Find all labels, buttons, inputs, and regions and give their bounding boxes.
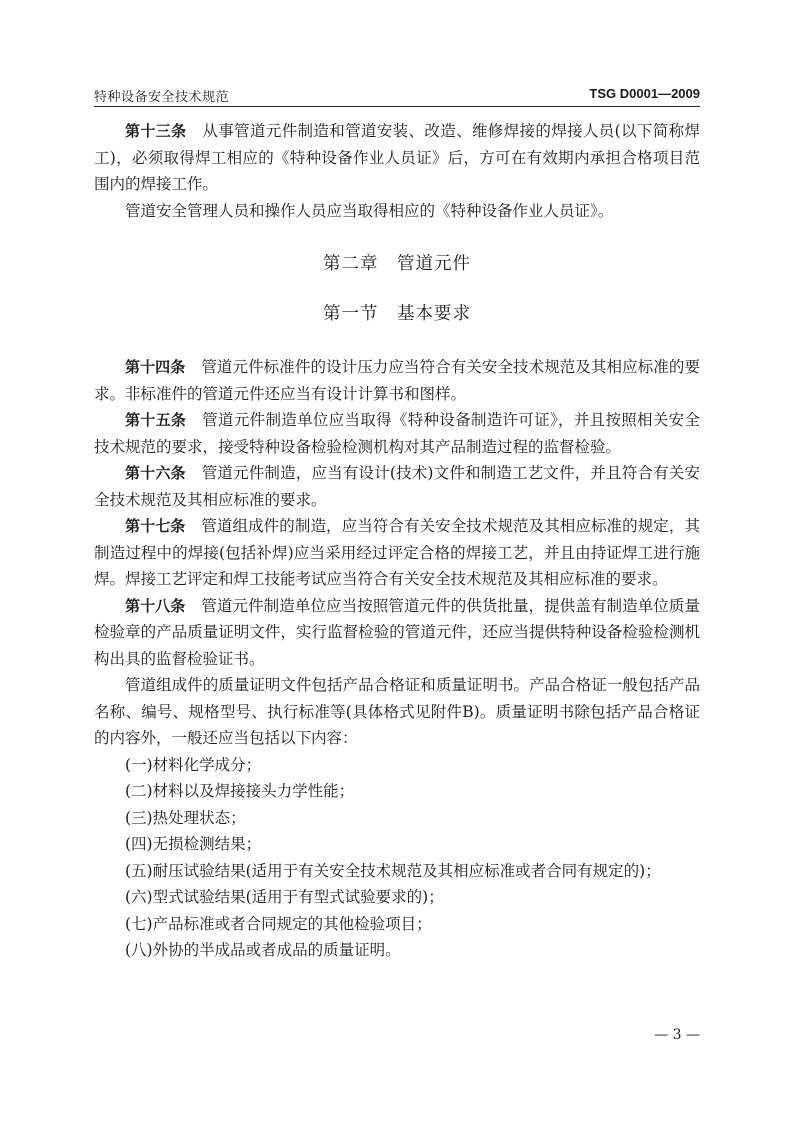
article-16 (94, 460, 700, 513)
article-label: 第十七条 (125, 517, 186, 535)
article-text: 管道元件制造单位应当取得《特种设备制造许可证》，并且按照相关安全技术规范的要求，接受特种设备检验检测机构对其产品制造过程的监督检验。 (94, 411, 700, 456)
article-18-paragraph-2: 管道组成件的质量证明文件包括产品合格证和质量证明书。产品合格证一般包括产品名称、编号、规格型号、执行标准等(具体格式见附件B)。质量证明书除包括产品合格证的内容外，一般还应当包括以下内容： (94, 676, 700, 747)
page-number: — 3 — (654, 1027, 700, 1043)
list-item: (七)产品标准或者合同规定的其他检验项目； (125, 914, 432, 933)
header-title: 特种设备安全技术规范 (94, 90, 230, 105)
page-header (94, 84, 700, 107)
article-18 (94, 593, 700, 673)
article-label: 第十六条 (125, 464, 186, 482)
article-label: 第十八条 (125, 596, 186, 615)
list-item: (四)无损检测结果； (125, 835, 262, 853)
article-text: 管道元件制造单位应当按照管道元件的供货批量，提供盖有制造单位质量检验章的产品质量证明文件，实行监督检验的管道元件，还应当提供特种设备检验检测机构出具的监督检验证书。 (94, 596, 700, 668)
list-item: (三)热处理状态； (125, 808, 246, 827)
list-item: (五)耐压试验结果(适用于有关安全技术规范及其相应标准或者合同有规定的)； (125, 861, 661, 880)
list-item: (八)外协的半成品或者成品的质量证明。 (125, 941, 401, 959)
article-text: 管道组成件的制造，应当符合有关安全技术规范及其相应标准的规定，其制造过程中的焊接(包括补焊)应当采用经过评定合格的焊接工艺，并且由持证焊工进行施焊。焊接工艺评定和焊工技能考试应当符合有关安全技术规范及其相应标准的要求。 (94, 517, 700, 588)
chapter-title: 第二章 管道元件 (323, 254, 471, 274)
list-item: (二)材料以及焊接接头力学性能； (125, 782, 355, 800)
article-text: 管道元件标准件的设计压力应当符合有关安全技术规范及其相应标准的要求。非标准件的管道元件还应当有设计计算书和图样。 (94, 358, 700, 403)
article-17 (94, 513, 700, 593)
article-label: 第十五条 (125, 411, 187, 429)
article-label: 第十四条 (125, 358, 186, 376)
article-13-paragraph-2: 管道安全管理人员和操作人员应当取得相应的《特种设备作业人员证》。 (125, 201, 614, 220)
article-13 (94, 118, 700, 198)
list-item: (六)型式试验结果(适用于有型式试验要求的)； (125, 888, 444, 906)
section-title: 第一节 基本要求 (323, 304, 471, 324)
article-text: 从事管道元件制造和管道安装、改造、维修焊接的焊接人员(以下简称焊工)，必须取得焊工相应的《特种设备作业人员证》后，方可在有效期内承担合格项目范围内的焊接工作。 (94, 122, 700, 193)
article-14 (94, 354, 700, 407)
list-item: (一)材料化学成分； (125, 755, 262, 774)
document-body (94, 118, 700, 964)
article-15 (94, 407, 700, 460)
article-label: 第十三条 (125, 122, 187, 140)
header-code: TSG D0001—2009 (589, 86, 700, 101)
article-text: 管道元件制造，应当有设计(技术)文件和制造工艺文件，并且符合有关安全技术规范及其相应标准的要求。 (94, 464, 700, 509)
